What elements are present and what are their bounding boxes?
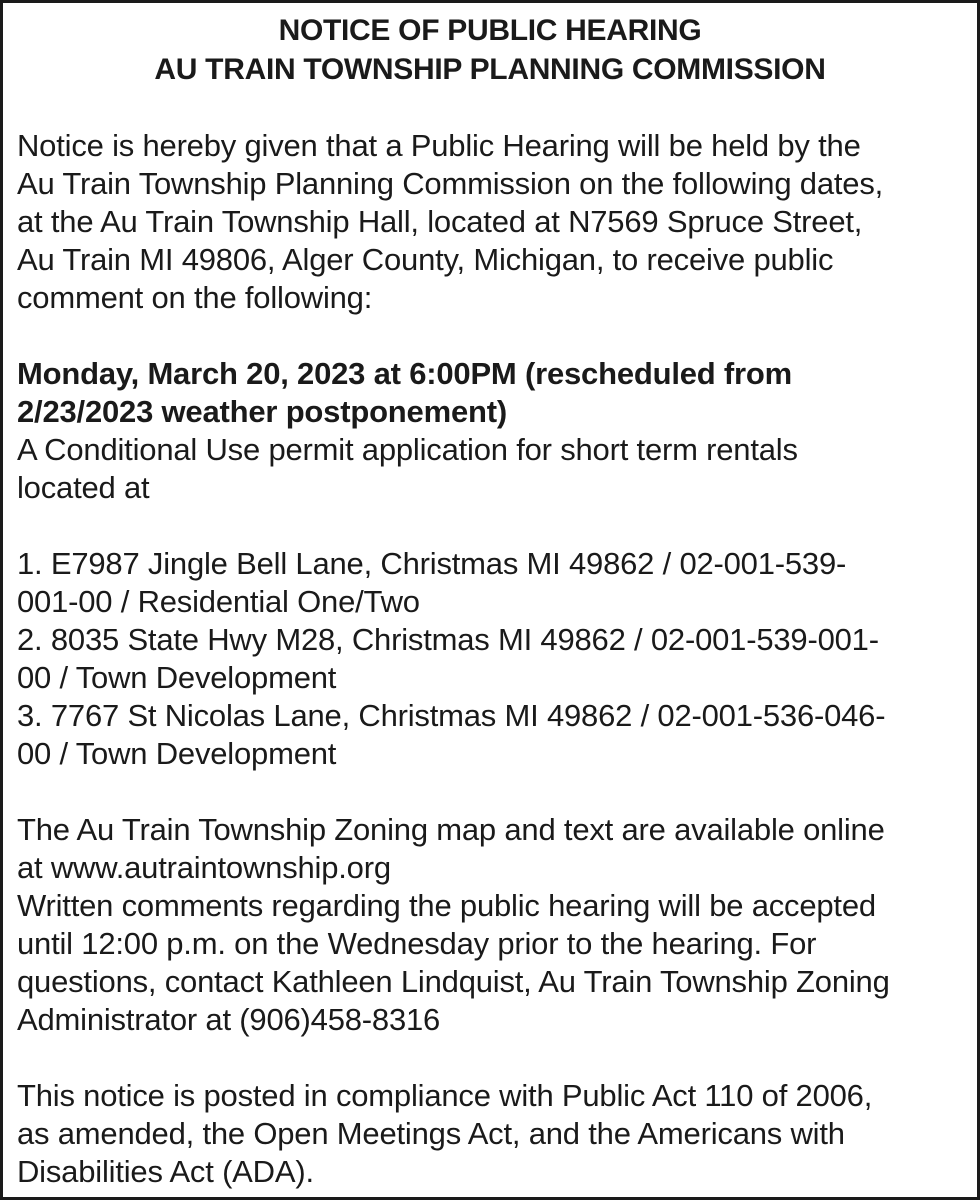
- title-line-2: AU TRAIN TOWNSHIP PLANNING COMMISSION: [154, 53, 826, 86]
- intro-line: comment on the following:: [17, 280, 373, 315]
- property-item: [17, 621, 963, 697]
- hearing-date-line: 2/23/2023 weather postponement): [17, 394, 507, 429]
- zoning-paragraph: [17, 811, 963, 887]
- zoning-line: at www.autraintownship.org: [17, 850, 391, 885]
- comments-line: until 12:00 p.m. on the Wednesday prior to the hearing. For: [17, 926, 817, 961]
- hearing-date: [17, 355, 963, 431]
- compliance-line: This notice is posted in compliance with Public Act 110 of 2006,: [17, 1078, 873, 1113]
- property-item: [17, 697, 963, 773]
- zoning-line: The Au Train Township Zoning map and text are available online: [17, 812, 885, 847]
- intro-paragraph: [17, 127, 963, 317]
- compliance-line: Disabilities Act (ADA).: [17, 1154, 314, 1189]
- hearing-description-line: located at: [17, 470, 150, 505]
- intro-line: Au Train MI 49806, Alger County, Michigan, to receive public: [17, 242, 834, 277]
- hearing-description: [17, 431, 963, 507]
- hearing-date-line: Monday, March 20, 2023 at 6:00PM (rescheduled from: [17, 356, 793, 391]
- property-line: 2. 8035 State Hwy M28, Christmas MI 49862 / 02-001-539-001-: [17, 622, 879, 657]
- intro-line: Au Train Township Planning Commission on the following dates,: [17, 166, 884, 201]
- compliance-line: as amended, the Open Meetings Act, and the Americans with: [17, 1116, 845, 1151]
- title-line-1: NOTICE OF PUBLIC HEARING: [278, 14, 702, 47]
- comments-line: Administrator at (906)458-8316: [17, 1002, 441, 1037]
- property-line: 001-00 / Residential One/Two: [17, 584, 420, 619]
- property-line: 3. 7767 St Nicolas Lane, Christmas MI 49862 / 02-001-536-046-: [17, 698, 886, 733]
- property-line: 00 / Town Development: [17, 660, 337, 695]
- property-item: [17, 545, 963, 621]
- property-list: [17, 545, 963, 773]
- comments-line: Written comments regarding the public hearing will be accepted: [17, 888, 876, 923]
- compliance-paragraph: [17, 1077, 963, 1191]
- notice-title: [17, 11, 963, 89]
- comments-line: questions, contact Kathleen Lindquist, Au Train Township Zoning: [17, 964, 890, 999]
- comments-paragraph: [17, 887, 963, 1039]
- property-line: 1. E7987 Jingle Bell Lane, Christmas MI 49862 / 02-001-539-: [17, 546, 847, 581]
- intro-line: Notice is hereby given that a Public Hearing will be held by the: [17, 128, 861, 163]
- property-line: 00 / Town Development: [17, 736, 337, 771]
- hearing-description-line: A Conditional Use permit application for short term rentals: [17, 432, 798, 467]
- intro-line: at the Au Train Township Hall, located at N7569 Spruce Street,: [17, 204, 863, 239]
